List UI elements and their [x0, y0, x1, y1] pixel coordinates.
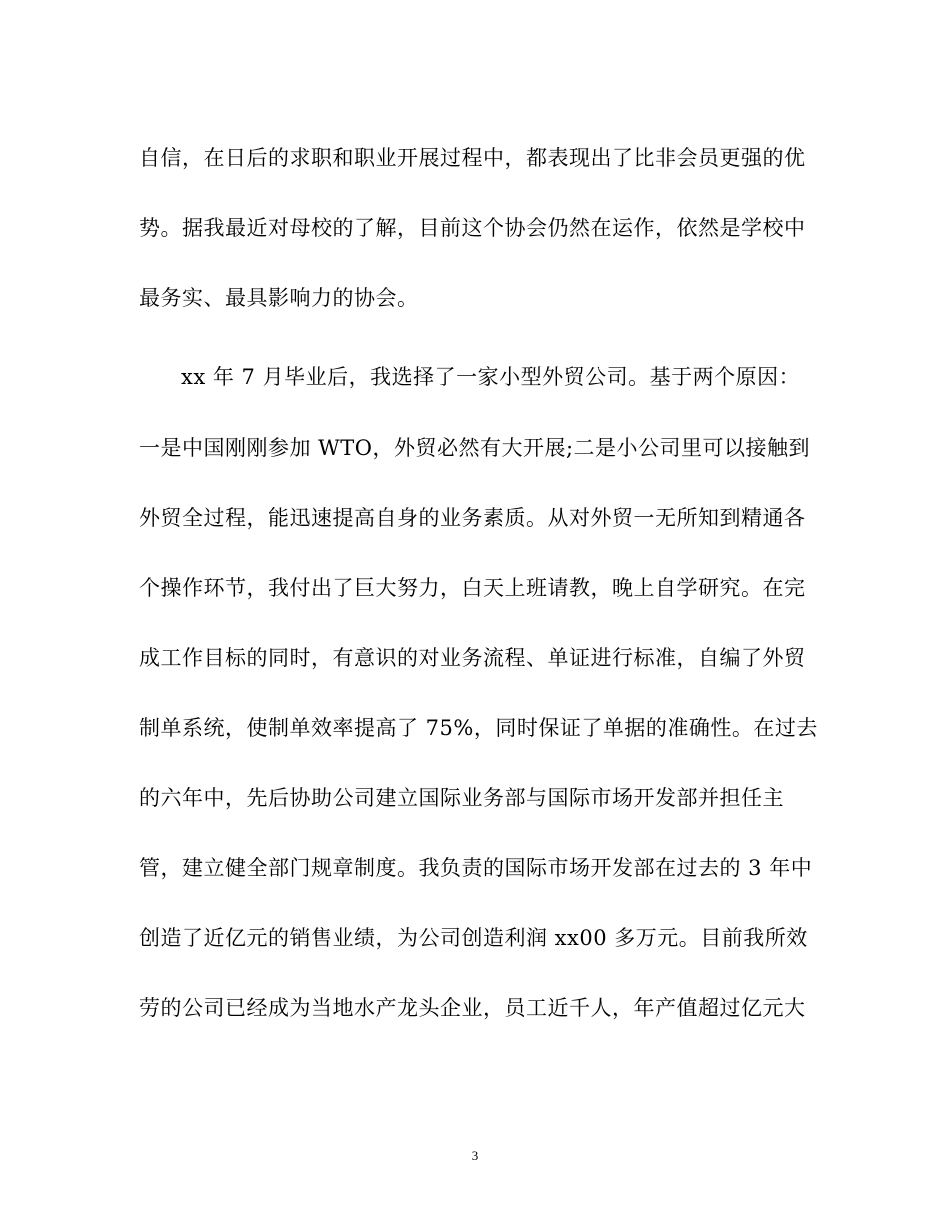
text-line: 势。据我最近对母校的了解，目前这个协会仍然在运作，依然是学校中 [139, 216, 806, 240]
text-line: 劳的公司已经成为当地水产龙头企业，员工近千人，年产值超过亿元大 [139, 996, 806, 1020]
text-line: 管，建立健全部门规章制度。我负责的国际市场开发部在过去的 3 年中 [139, 856, 813, 880]
paragraph-first-line: xx 年 7 月毕业后，我选择了一家小型外贸公司。基于两个原因： [181, 365, 801, 389]
text-line: 成工作目标的同时，有意识的对业务流程、单证进行标准，自编了外贸 [139, 646, 806, 670]
text-line: 一是中国刚刚参加 WTO，外贸必然有大开展;二是小公司里可以接触到 [139, 436, 811, 460]
page-number: 3 [471, 1148, 479, 1163]
text-line: 自信，在日后的求职和职业开展过程中，都表现出了比非会员更强的优 [139, 146, 806, 170]
text-line: 最务实、最具影响力的协会。 [139, 286, 419, 310]
text-line: 创造了近亿元的销售业绩，为公司创造利润 xx00 多万元。目前我所效 [139, 926, 808, 950]
text-line: 的六年中，先后协助公司建立国际业务部与国际市场开发部并担任主 [139, 786, 784, 810]
text-line: 制单系统，使制单效率提高了 75%，同时保证了单据的准确性。在过去 [139, 716, 818, 740]
text-line: 外贸全过程，能迅速提高自身的业务素质。从对外贸一无所知到精通各 [139, 506, 806, 530]
text-line: 个操作环节，我付出了巨大努力，白天上班请教，晚上自学研究。在完 [139, 576, 806, 600]
